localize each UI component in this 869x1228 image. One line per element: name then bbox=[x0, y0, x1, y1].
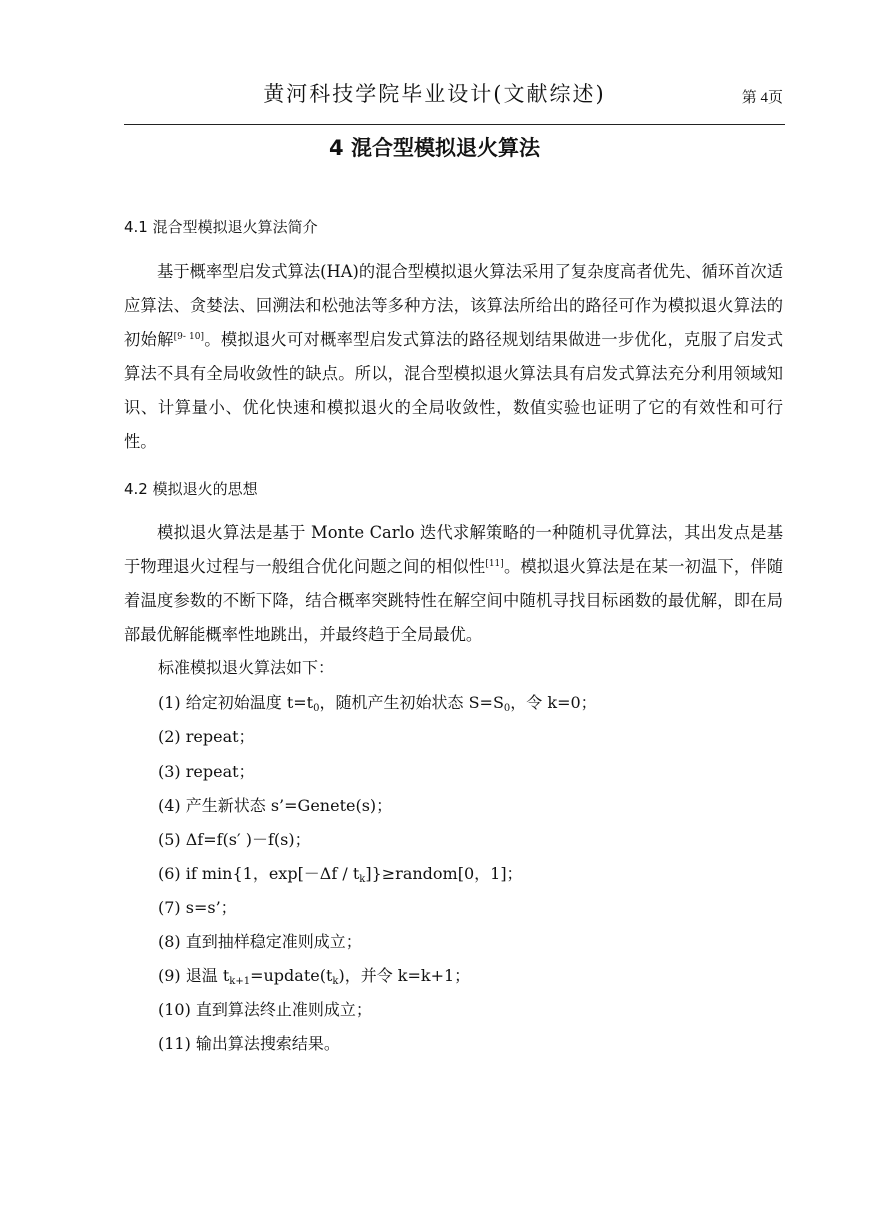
algorithm-step-2: (2) repeat； bbox=[158, 727, 255, 746]
subscript: 0 bbox=[503, 703, 511, 714]
running-header-title: 黄河科技学院毕业设计(文献综述) bbox=[263, 82, 606, 106]
paragraph-text: 。模拟退火算法是在某一初温下，伴随着温度参数的不断下降，结合概率突跳特性在解空间中随机寻找目标函数的最优解，即在局部最优解能概率性地跳出，并最终趋于全局最优。 bbox=[124, 557, 783, 644]
algorithm-step-8: (8) 直到抽样稳定准则成立； bbox=[158, 932, 362, 951]
algorithm-step-1 bbox=[158, 692, 597, 714]
algorithm-step-9 bbox=[158, 965, 470, 987]
paragraph-4-2 bbox=[124, 516, 783, 652]
algorithm-step-6 bbox=[158, 863, 523, 885]
paragraph-text: 基于概率型启发式算法(HA)的混合型模拟退火算法采用了复杂度高者优先、循环首次适应算法、贪婪法、回溯法和松弛法等多种方法，该算法所给出的路径可作为模拟退火算法的初始解 bbox=[124, 262, 783, 349]
algorithm-step-4: (4) 产生新状态 s’=Genete(s)； bbox=[158, 796, 393, 815]
step-text: )，并令 k=k+1； bbox=[338, 966, 471, 985]
step-text: (6) if min{1，exp[－Δf / t bbox=[158, 864, 360, 883]
algorithm-intro: 标准模拟退火算法如下： bbox=[158, 658, 335, 677]
step-text: ]}≥random[0，1]； bbox=[365, 864, 523, 883]
algorithm-step-10: (10) 直到算法终止准则成立； bbox=[158, 1000, 372, 1019]
paragraph-text: 。模拟退火可对概率型启发式算法的路径规划结果做进一步优化，克服了启发式算法不具有全局收敛性的缺点。所以，混合型模拟退火算法具有启发式算法充分利用领域知识、计算量小、优化快速和模拟退火的全局收敛性，数值实验也证明了它的有效性和可行性。 bbox=[124, 330, 783, 451]
section-title-4-1: 4.1 混合型模拟退火算法简介 bbox=[124, 218, 318, 236]
chapter-title: 4 混合型模拟退火算法 bbox=[329, 136, 540, 160]
citation: [11] bbox=[485, 559, 504, 569]
algorithm-step-7: (7) s=s’； bbox=[158, 898, 237, 917]
subscript: k bbox=[332, 976, 339, 987]
paragraph-4-1 bbox=[124, 255, 783, 459]
step-text: ，令 k=0； bbox=[510, 693, 597, 712]
header-rule bbox=[124, 124, 785, 125]
step-text: (9) 退温 t bbox=[158, 966, 230, 985]
paragraph-text: 模拟退火算法是基于 Monte Carlo 迭代求解策略的一种随机寻优算法，其出发点是基于物理退火过程与一般组合优化问题之间的相似性 bbox=[124, 523, 783, 576]
page-number: 第 4页 bbox=[741, 90, 783, 106]
step-text: (1) 给定初始温度 t=t bbox=[158, 693, 314, 712]
subscript: k+1 bbox=[229, 976, 251, 987]
step-text: =update(t bbox=[250, 966, 333, 985]
section-title-4-2: 4.2 模拟退火的思想 bbox=[124, 480, 258, 498]
step-text: ，随机产生初始状态 S=S bbox=[319, 693, 504, 712]
subscript: k bbox=[359, 874, 366, 885]
algorithm-step-11: (11) 输出算法搜索结果。 bbox=[158, 1034, 340, 1053]
citation: [9- 10] bbox=[173, 332, 205, 342]
subscript: 0 bbox=[313, 703, 320, 714]
algorithm-step-3: (3) repeat； bbox=[158, 762, 255, 781]
algorithm-step-5: (5) Δf=f(s′ )－f(s)； bbox=[158, 830, 311, 849]
